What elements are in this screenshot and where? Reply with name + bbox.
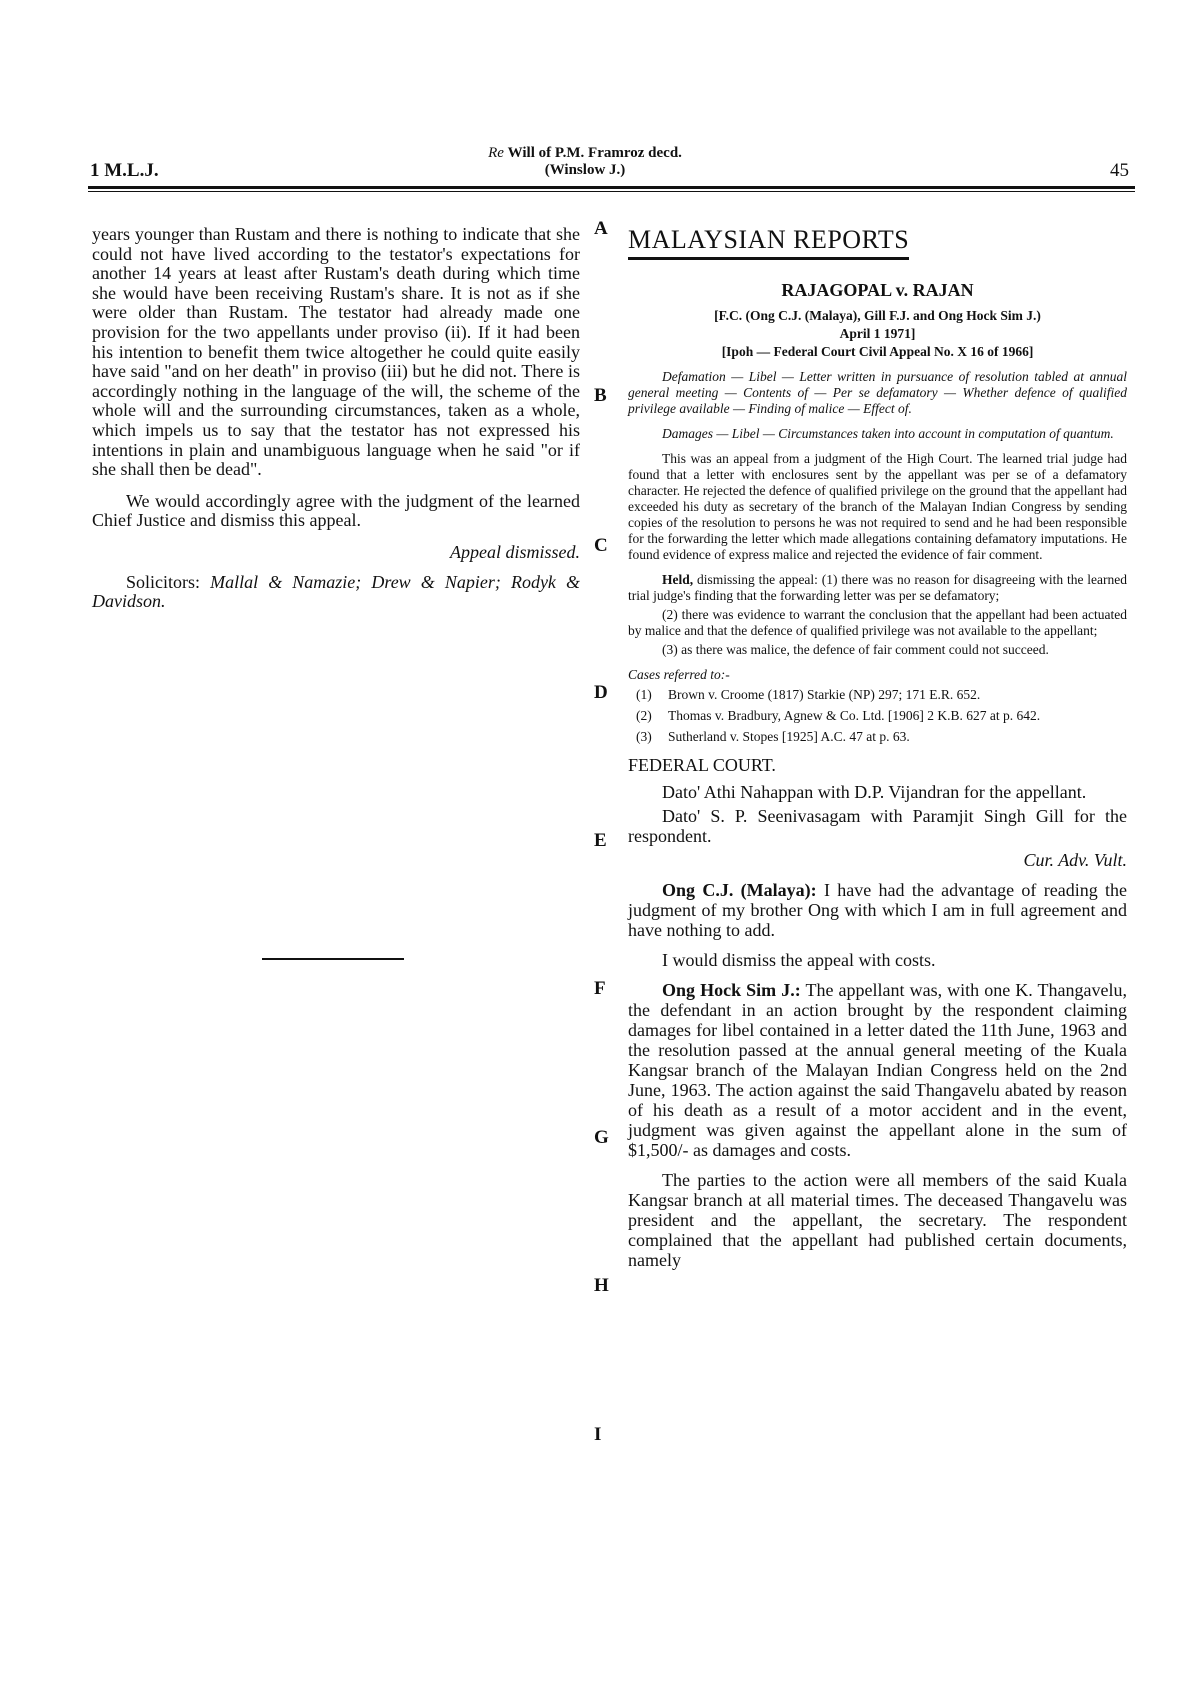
- margin-letter-h: H: [594, 1275, 609, 1296]
- solicitors-names: Mallal & Namazie; Drew & Napier; Rodyk & Davidson.: [92, 571, 581, 612]
- judgment-text: I have had the advantage of reading the judgment of my brother Ong with which I am in full agreement and have nothing to add.: [628, 880, 1128, 940]
- header-rule: [88, 186, 1135, 189]
- headnote: [628, 369, 1127, 745]
- right-column: [628, 225, 1127, 1280]
- court-heading: FEDERAL COURT.: [628, 755, 776, 775]
- page-number: 45: [1110, 160, 1129, 181]
- judgment-text: The appellant was, with one K. Thangavelu, the defendant in an action brought by the respondent claiming damages for libel contained in a letter dated the 11th June, 1963 and the resolution passed at the annual general meeting of the Kuala Kangsar branch of the Malayan Indian Congress held on the 2nd June, 1963. The action against the said Thangavelu abated by reason of his death as a result of a motor accident and in the event, judgment was given against the appellant alone in the sum of $1,500/- as damages and costs.: [628, 980, 1127, 1160]
- case-reference: [628, 687, 1127, 703]
- case-text: Brown v. Croome (1817) Starkie (NP) 297; 171 E.R. 652.: [668, 687, 981, 702]
- paragraph: The parties to the action were all members of the said Kuala Kangsar branch at all material times. The deceased Thangavelu was president and the appellant, the secretary. The respondent complained that the appellant had published certain documents, namely: [628, 1170, 1127, 1270]
- margin-letter-e: E: [594, 830, 607, 851]
- paragraph: [628, 980, 1127, 1160]
- result: Appeal dismissed.: [450, 541, 580, 562]
- catchwords: Defamation — Libel — Letter written in pursuance of resolution tabled at annual general meeting — Contents of — Per se defamatory — Whether defence of qualified privilege available — Finding of malice — Effect of.: [628, 369, 1127, 416]
- case-number: (2): [636, 708, 652, 723]
- paragraph: I would dismiss the appeal with costs.: [662, 950, 936, 970]
- case-number: (1): [636, 687, 652, 702]
- catchwords: Damages — Libel — Circumstances taken into account in computation of quantum.: [662, 426, 1114, 441]
- held: [628, 572, 1127, 604]
- solicitors-label: Solicitors:: [126, 571, 201, 592]
- case-text: Sutherland v. Stopes [1925] A.C. 47 at p. 63.: [668, 729, 910, 744]
- running-head: [420, 145, 750, 179]
- margin-letter-f: F: [594, 978, 606, 999]
- margin-letter-a: A: [594, 218, 608, 239]
- coram: [F.C. (Ong C.J. (Malaya), Gill F.J. and Ong Hock Sim J.): [714, 308, 1041, 323]
- counsel: Dato' Athi Nahappan with D.P. Vijandran for the appellant.: [662, 782, 1087, 802]
- judgment: [628, 782, 1127, 1270]
- paragraph: years younger than Rustam and there is nothing to indicate that she could not have lived according to the testator's expectations for another 14 years at least after Rustam's death during which time she would have been receiving Rustam's share. It is not as if she were older than Rustam. The testator had already made one provision for the two appellants under proviso (ii). If it had been his intention to benefit them twice altogether he could quite easily have said "and on her death" in proviso (iii) but he did not. There is accordingly nothing in the language of the will, the scheme of the whole will and the surrounding circumstances, taken as a whole, which impels us to say that the testator has not expressed his intentions in plain and unambiguous language when he said "or if she shall then be dead".: [92, 224, 580, 480]
- cur-adv-vult: Cur. Adv. Vult.: [1023, 850, 1127, 870]
- solicitors: [92, 573, 580, 612]
- paragraph: [628, 880, 1127, 940]
- case-reference: [628, 708, 1127, 724]
- margin-letter-c: C: [594, 535, 608, 556]
- case-name: RAJAGOPAL v. RAJAN: [781, 280, 974, 300]
- held: (2) there was evidence to warrant the conclusion that the appellant had been actuated by malice and that the defence of qualified privilege was not available to the appellant;: [628, 607, 1127, 638]
- margin-letter-i: I: [594, 1424, 602, 1445]
- case-number: (3): [636, 729, 652, 744]
- report-title: MALAYSIAN REPORTS: [628, 225, 909, 260]
- counsel: Dato' S. P. Seenivasagam with Paramjit Singh Gill for the respondent.: [628, 806, 1127, 846]
- running-head-title: Will of P.M. Framroz decd.: [507, 145, 682, 161]
- paragraph: We would accordingly agree with the judgment of the learned Chief Justice and dismiss this appeal.: [92, 490, 580, 531]
- summary: This was an appeal from a judgment of the High Court. The learned trial judge had found that a letter with enclosures sent by the appellant was per se of a defamatory character. He rejected the defence of qualified privilege on the ground that the appellant had exceeded his duty as secretary of the branch of the Malayan Indian Congress by sending copies of the resolution to persons he was not required to send and he had been responsible for the forwarding the letter which made allegations containing defamatory imputations. He found evidence of express malice and rejected the evidence of fair comment.: [628, 451, 1127, 562]
- margin-letter-d: D: [594, 682, 608, 703]
- held: (3) as there was malice, the defence of fair comment could not succeed.: [662, 642, 1049, 657]
- running-head-re: Re: [488, 145, 504, 161]
- margin-letter-g: G: [594, 1127, 609, 1148]
- held-text: dismissing the appeal: (1) there was no reason for disagreeing with the learned trial judge's finding that the forwarding letter was per se defamatory;: [628, 572, 1128, 603]
- left-column: [92, 225, 580, 624]
- journal-citation: 1 M.L.J.: [90, 160, 159, 181]
- appeal-number: [Ipoh — Federal Court Civil Appeal No. X 16 of 1966]: [721, 344, 1034, 359]
- judge-label: Ong C.J. (Malaya):: [662, 880, 817, 900]
- decision-date: April 1 1971]: [839, 326, 916, 341]
- held-label: Held,: [662, 572, 694, 587]
- end-of-case-rule: [262, 958, 404, 960]
- case-reference: [628, 729, 1127, 745]
- margin-letter-b: B: [594, 385, 607, 406]
- judge-label: Ong Hock Sim J.:: [662, 980, 801, 1000]
- running-head-judge: (Winslow J.): [544, 162, 626, 178]
- case-text: Thomas v. Bradbury, Agnew & Co. Ltd. [1906] 2 K.B. 627 at p. 642.: [668, 708, 1041, 723]
- header-rule-thin: [88, 191, 1135, 192]
- cases-heading: Cases referred to:-: [628, 667, 730, 682]
